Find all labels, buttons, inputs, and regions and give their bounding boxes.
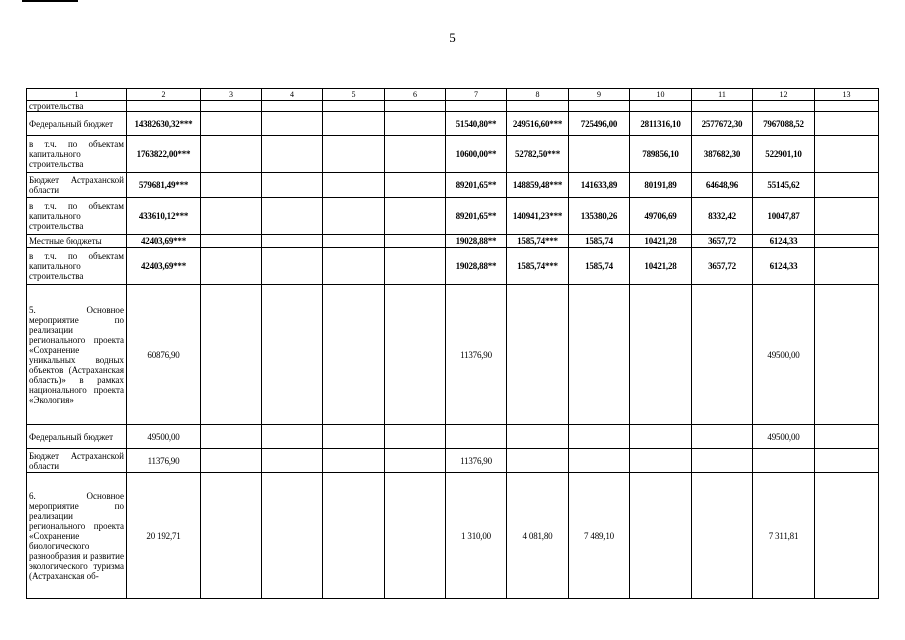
value-cell: 4 081,80	[507, 473, 569, 599]
value-cell: 49500,00	[753, 285, 815, 425]
row-label: в т.ч. по объектам капитального строительства	[27, 136, 127, 173]
value-cell	[262, 101, 323, 112]
header-cell: 6	[385, 89, 446, 101]
value-cell	[201, 173, 262, 198]
value-cell	[630, 285, 692, 425]
value-cell	[385, 425, 446, 449]
value-cell	[692, 473, 753, 599]
value-cell	[385, 473, 446, 599]
value-cell	[569, 285, 630, 425]
value-cell: 1585,74	[569, 248, 630, 285]
value-cell	[201, 235, 262, 248]
value-cell	[323, 248, 385, 285]
value-cell: 42403,69***	[127, 235, 201, 248]
table-row	[27, 473, 879, 599]
table-row	[27, 101, 879, 112]
value-cell	[323, 473, 385, 599]
value-cell	[815, 449, 879, 473]
value-cell	[201, 248, 262, 285]
value-cell: 10421,28	[630, 248, 692, 285]
value-cell: 1585,74	[569, 235, 630, 248]
value-cell	[569, 425, 630, 449]
value-cell: 10421,28	[630, 235, 692, 248]
table-body	[27, 101, 879, 599]
value-cell	[815, 198, 879, 235]
value-cell	[446, 425, 507, 449]
value-cell: 60876,90	[127, 285, 201, 425]
value-cell	[630, 101, 692, 112]
value-cell: 433610,12***	[127, 198, 201, 235]
value-cell: 89201,65**	[446, 198, 507, 235]
header-row	[27, 89, 879, 101]
value-cell	[262, 449, 323, 473]
value-cell	[323, 235, 385, 248]
value-cell: 10047,87	[753, 198, 815, 235]
value-cell	[323, 101, 385, 112]
value-cell	[815, 285, 879, 425]
table-row	[27, 136, 879, 173]
value-cell	[753, 101, 815, 112]
value-cell	[569, 101, 630, 112]
value-cell: 11376,90	[446, 449, 507, 473]
header-cell: 9	[569, 89, 630, 101]
budget-table	[26, 88, 879, 599]
header-cell: 10	[630, 89, 692, 101]
value-cell: 52782,50***	[507, 136, 569, 173]
value-cell: 8332,42	[692, 198, 753, 235]
value-cell	[201, 198, 262, 235]
value-cell	[127, 101, 201, 112]
row-label: Федеральный бюджет	[27, 112, 127, 136]
value-cell	[692, 425, 753, 449]
value-cell	[815, 112, 879, 136]
value-cell: 42403,69***	[127, 248, 201, 285]
value-cell	[262, 112, 323, 136]
row-label: в т.ч. по объектам капитального строительства	[27, 248, 127, 285]
value-cell: 11376,90	[127, 449, 201, 473]
value-cell: 522901,10	[753, 136, 815, 173]
value-cell: 7967088,52	[753, 112, 815, 136]
value-cell: 55145,62	[753, 173, 815, 198]
value-cell	[692, 101, 753, 112]
value-cell	[815, 136, 879, 173]
value-cell: 1763822,00***	[127, 136, 201, 173]
value-cell	[201, 285, 262, 425]
value-cell	[323, 198, 385, 235]
value-cell	[507, 101, 569, 112]
row-label: Федеральный бюджет	[27, 425, 127, 449]
header-cell: 1	[27, 89, 127, 101]
value-cell	[815, 173, 879, 198]
table-row	[27, 112, 879, 136]
value-cell: 49500,00	[753, 425, 815, 449]
value-cell: 141633,89	[569, 173, 630, 198]
value-cell	[385, 101, 446, 112]
value-cell: 3657,72	[692, 248, 753, 285]
value-cell	[323, 425, 385, 449]
value-cell	[815, 425, 879, 449]
value-cell	[323, 173, 385, 198]
row-label: Местные бюджеты	[27, 235, 127, 248]
value-cell: 19028,88**	[446, 235, 507, 248]
value-cell	[201, 449, 262, 473]
value-cell	[323, 112, 385, 136]
value-cell: 7 489,10	[569, 473, 630, 599]
value-cell: 1585,74***	[507, 235, 569, 248]
table-row	[27, 173, 879, 198]
value-cell: 3657,72	[692, 235, 753, 248]
value-cell	[507, 449, 569, 473]
value-cell	[385, 285, 446, 425]
value-cell	[201, 101, 262, 112]
header-cell: 12	[753, 89, 815, 101]
value-cell	[201, 136, 262, 173]
value-cell	[815, 235, 879, 248]
table-row	[27, 248, 879, 285]
value-cell: 140941,23***	[507, 198, 569, 235]
table-row	[27, 425, 879, 449]
value-cell	[630, 425, 692, 449]
value-cell	[262, 285, 323, 425]
header-cell: 11	[692, 89, 753, 101]
value-cell	[201, 473, 262, 599]
value-cell: 2577672,30	[692, 112, 753, 136]
value-cell: 6124,33	[753, 235, 815, 248]
value-cell: 579681,49***	[127, 173, 201, 198]
value-cell	[569, 449, 630, 473]
value-cell	[323, 136, 385, 173]
value-cell	[201, 425, 262, 449]
value-cell: 20 192,71	[127, 473, 201, 599]
value-cell: 49500,00	[127, 425, 201, 449]
row-label: Бюджет Астраханской области	[27, 173, 127, 198]
value-cell: 148859,48***	[507, 173, 569, 198]
row-label: 6. Основное мероприятие по реализации регионального проекта «Сохранение биологического разнообразия и развитие экологического туризма (Астраханская об-	[27, 473, 127, 599]
value-cell: 14382630,32***	[127, 112, 201, 136]
header-cell: 7	[446, 89, 507, 101]
table-row	[27, 285, 879, 425]
value-cell: 249516,60***	[507, 112, 569, 136]
value-cell: 89201,65**	[446, 173, 507, 198]
header-cell: 13	[815, 89, 879, 101]
page-number: 5	[449, 30, 456, 45]
value-cell	[692, 449, 753, 473]
row-label: 5. Основное мероприятие по реализации регионального проекта «Сохранение уникальных водных объектов (Астраханская область)» в рамках национального проекта «Экология»	[27, 285, 127, 425]
value-cell: 51540,80**	[446, 112, 507, 136]
header-cell: 8	[507, 89, 569, 101]
row-label: строительства	[27, 101, 127, 112]
value-cell	[630, 473, 692, 599]
value-cell	[692, 285, 753, 425]
value-cell: 49706,69	[630, 198, 692, 235]
value-cell	[630, 449, 692, 473]
value-cell: 64648,96	[692, 173, 753, 198]
value-cell	[323, 285, 385, 425]
value-cell	[385, 248, 446, 285]
value-cell	[262, 425, 323, 449]
header-cell: 2	[127, 89, 201, 101]
value-cell	[507, 425, 569, 449]
value-cell	[385, 235, 446, 248]
value-cell	[262, 198, 323, 235]
row-label: Бюджет Астраханской области	[27, 449, 127, 473]
value-cell: 7 311,81	[753, 473, 815, 599]
value-cell	[385, 112, 446, 136]
value-cell	[569, 136, 630, 173]
value-cell	[815, 101, 879, 112]
value-cell	[201, 112, 262, 136]
value-cell: 10600,00**	[446, 136, 507, 173]
header-cell: 3	[201, 89, 262, 101]
table-row	[27, 235, 879, 248]
value-cell	[262, 235, 323, 248]
value-cell: 135380,26	[569, 198, 630, 235]
value-cell: 725496,00	[569, 112, 630, 136]
value-cell	[262, 173, 323, 198]
value-cell	[815, 473, 879, 599]
value-cell	[385, 449, 446, 473]
table-row	[27, 449, 879, 473]
value-cell	[262, 136, 323, 173]
value-cell	[385, 173, 446, 198]
value-cell	[815, 248, 879, 285]
header-cell: 5	[323, 89, 385, 101]
value-cell: 11376,90	[446, 285, 507, 425]
value-cell	[507, 285, 569, 425]
value-cell: 6124,33	[753, 248, 815, 285]
value-cell: 2811316,10	[630, 112, 692, 136]
value-cell: 80191,89	[630, 173, 692, 198]
value-cell: 1585,74***	[507, 248, 569, 285]
value-cell: 387682,30	[692, 136, 753, 173]
value-cell	[446, 101, 507, 112]
header-cell: 4	[262, 89, 323, 101]
value-cell	[262, 248, 323, 285]
value-cell: 789856,10	[630, 136, 692, 173]
value-cell	[262, 473, 323, 599]
value-cell: 1 310,00	[446, 473, 507, 599]
corner-mark	[22, 0, 78, 2]
value-cell	[323, 449, 385, 473]
value-cell	[385, 136, 446, 173]
value-cell	[385, 198, 446, 235]
value-cell	[753, 449, 815, 473]
row-label: в т.ч. по объектам капитального строительства	[27, 198, 127, 235]
table-row	[27, 198, 879, 235]
value-cell: 19028,88**	[446, 248, 507, 285]
